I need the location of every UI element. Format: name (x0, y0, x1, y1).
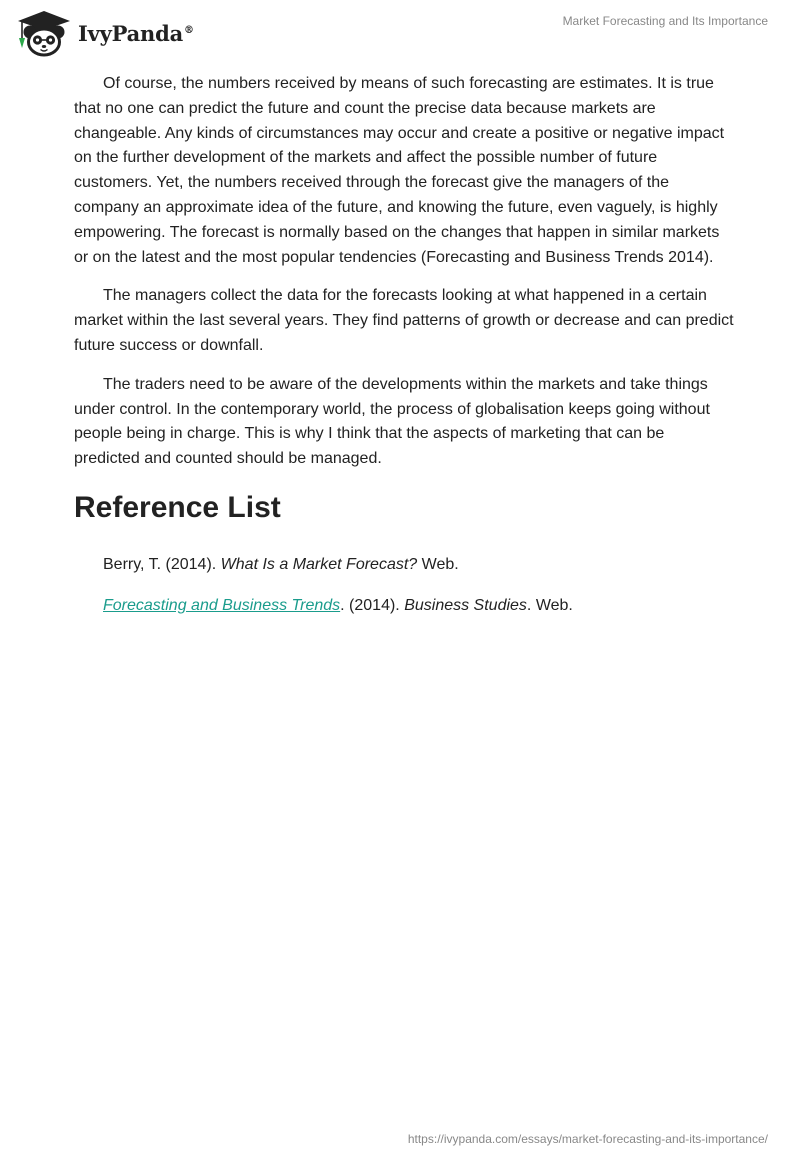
reference-source: Business Studies (404, 596, 527, 614)
reference-year: . (2014). (340, 596, 405, 614)
reference-author: Berry, T. (2014). (103, 555, 221, 573)
reference-link-forecasting[interactable]: Forecasting and Business Trends (103, 596, 341, 614)
panda-logo-icon (14, 8, 74, 58)
reference-list (74, 553, 734, 618)
logo-wordmark: IvyPanda® (78, 20, 194, 46)
ivypanda-logo[interactable] (14, 8, 194, 58)
document-title: Market Forecasting and Its Importance (562, 14, 768, 28)
reference-suffix: . Web. (526, 596, 573, 614)
reference-title: What Is a Market Forecast? (220, 555, 418, 573)
essay-content (74, 72, 734, 635)
reference-item-forecasting (103, 594, 734, 618)
reference-list-heading: Reference List (74, 490, 281, 524)
registered-mark: ® (184, 24, 194, 36)
body-paragraph-2: The managers collect the data for the forecasts looking at what happened in a certain market within the last several years. They find patterns of growth or decrease and can predict future success or downfall. (74, 287, 734, 354)
footer-url[interactable]: https://ivypanda.com/essays/market-forecasting-and-its-importance/ (407, 1132, 768, 1146)
body-paragraph-3: The traders need to be aware of the developments within the markets and take things under control. In the contemporary world, the process of globalisation keeps going without people being in charge. This is why I think that the aspects of marketing that can be predicted and counted should be managed. (74, 375, 710, 468)
reference-item-berry (103, 553, 734, 577)
page-header (0, 0, 800, 62)
reference-suffix: Web. (417, 555, 459, 573)
body-paragraph-1: Of course, the numbers received by means of such forecasting are estimates. It is true that no one can predict the future and count the precise data because markets are changeable. Any kinds of circumstances may occur and create a positive or negative impact on the further development of the markets and affect the possible number of future customers. Yet, the numbers received through the forecast give the managers of the company an approximate idea of the future, and knowing the future, even vaguely, is highly empowering. The forecast is normally based on the changes that happen in similar markets or on the latest and the most popular tendencies (Forecasting and Business Trends 2014). (74, 75, 725, 266)
